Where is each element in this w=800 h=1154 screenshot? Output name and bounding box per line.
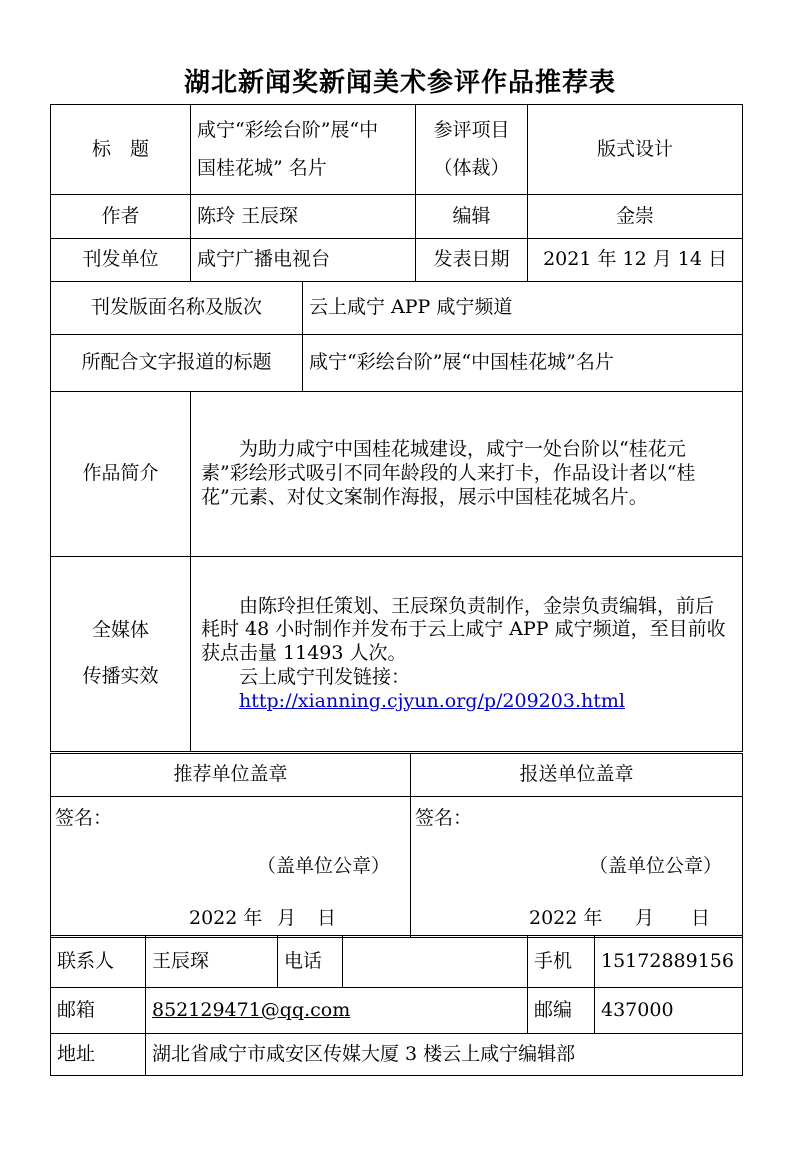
- editor-label: 编辑: [416, 195, 528, 239]
- category-label-text: 参评项目: [433, 118, 510, 141]
- publisher-value: 咸宁广播电视台: [191, 239, 416, 282]
- email-link[interactable]: 852129471@qq.com: [152, 998, 351, 1021]
- recommend-seal-label: 推荐单位盖章: [51, 754, 411, 797]
- table-row: [51, 282, 743, 335]
- link-label: 云上咸宁刊发链接：: [239, 665, 411, 688]
- effect-value: [191, 557, 743, 752]
- contact-value: 王辰琛: [146, 936, 278, 988]
- submit-official-seal: （盖单位公章）: [588, 855, 722, 877]
- recommend-year: 2022 年: [189, 907, 263, 929]
- phone-value: [343, 936, 528, 988]
- table-row: [51, 988, 743, 1034]
- mobile-label: 手机: [528, 936, 595, 988]
- recommend-seal-box: [51, 797, 411, 938]
- table-row: [51, 392, 743, 557]
- contact-label: 联系人: [51, 936, 146, 988]
- summary-text: 为助力咸宁中国桂花城建设，咸宁一处台阶以“桂花元素”彩绘形式吸引不同年龄段的人来打卡，作品设计者以“桂花”元素、对仗文案制作海报，展示中国桂花城名片。: [201, 438, 696, 508]
- submit-month: 月: [635, 907, 655, 929]
- submit-seal-box: [411, 797, 743, 938]
- table-row: [51, 335, 743, 392]
- publish-date-label: 发表日期: [416, 239, 528, 282]
- author-value: 陈玲 王辰琛: [191, 195, 416, 239]
- table-row: [51, 195, 743, 239]
- postcode-value: 437000: [595, 988, 743, 1034]
- title-label: 标 题: [51, 105, 191, 195]
- submit-day: 日: [691, 907, 711, 929]
- author-label: 作者: [51, 195, 191, 239]
- work-title: [191, 105, 416, 195]
- category-label: [416, 105, 528, 195]
- work-title-line1: 咸宁“彩绘台阶”展“中: [197, 118, 379, 141]
- report-title-label: 所配合文字报道的标题: [51, 335, 303, 392]
- summary-label: 作品简介: [51, 392, 191, 557]
- phone-label: 电话: [278, 936, 343, 988]
- effect-text: 由陈玲担任策划、王辰琛负责制作，金崇负责编辑，前后耗时 48 小时制作并发布于云上咸宁 APP 咸宁频道，至目前收获点击量 11493 人次。: [201, 594, 726, 665]
- category-note: （体裁）: [433, 156, 510, 179]
- recommend-month: 月: [277, 907, 297, 929]
- email-label: 邮箱: [51, 988, 146, 1034]
- page-name-value: 云上咸宁 APP 咸宁频道: [303, 282, 743, 335]
- email-value: [146, 988, 528, 1034]
- address-label: 地址: [51, 1034, 146, 1076]
- publish-link[interactable]: http://xianning.cjyun.org/p/209203.html: [239, 689, 625, 712]
- recommend-signature-label: 签名：: [55, 807, 113, 829]
- page-name-label: 刊发版面名称及版次: [51, 282, 303, 335]
- recommend-day: 日: [317, 907, 337, 929]
- submit-year: 2022 年: [529, 907, 603, 929]
- work-info-table: [50, 104, 743, 752]
- seal-table: [50, 753, 743, 938]
- link-row: [201, 690, 732, 714]
- effect-label-line1: 全媒体: [91, 619, 149, 642]
- recommend-official-seal: （盖单位公章）: [256, 855, 390, 877]
- report-title-value: 咸宁“彩绘台阶”展“中国桂花城”名片: [303, 335, 743, 392]
- submit-signature-label: 签名：: [415, 807, 473, 829]
- table-row: [51, 105, 743, 195]
- postcode-label: 邮编: [528, 988, 595, 1034]
- publisher-label: 刊发单位: [51, 239, 191, 282]
- effect-label-line2: 传播实效: [82, 665, 159, 687]
- publish-date-value: 2021 年 12 月 14 日: [528, 239, 743, 282]
- address-value: 湖北省咸宁市咸安区传媒大厦 3 楼云上咸宁编辑部: [146, 1034, 743, 1076]
- table-row: [51, 754, 743, 797]
- table-row: [51, 239, 743, 282]
- table-row: [51, 936, 743, 988]
- document-title: 湖北新闻奖新闻美术参评作品推荐表: [183, 68, 616, 98]
- table-row: [51, 557, 743, 752]
- table-row: [51, 797, 743, 938]
- editor-value: 金崇: [528, 195, 743, 239]
- submit-seal-label: 报送单位盖章: [411, 754, 743, 797]
- contact-table: [50, 935, 743, 1076]
- effect-label: [51, 557, 191, 752]
- table-row: [51, 1034, 743, 1076]
- mobile-value: 15172889156: [595, 936, 743, 988]
- work-title-line2: 国桂花城” 名片: [197, 156, 327, 179]
- category-value: 版式设计: [528, 105, 743, 195]
- summary-value: [191, 392, 743, 557]
